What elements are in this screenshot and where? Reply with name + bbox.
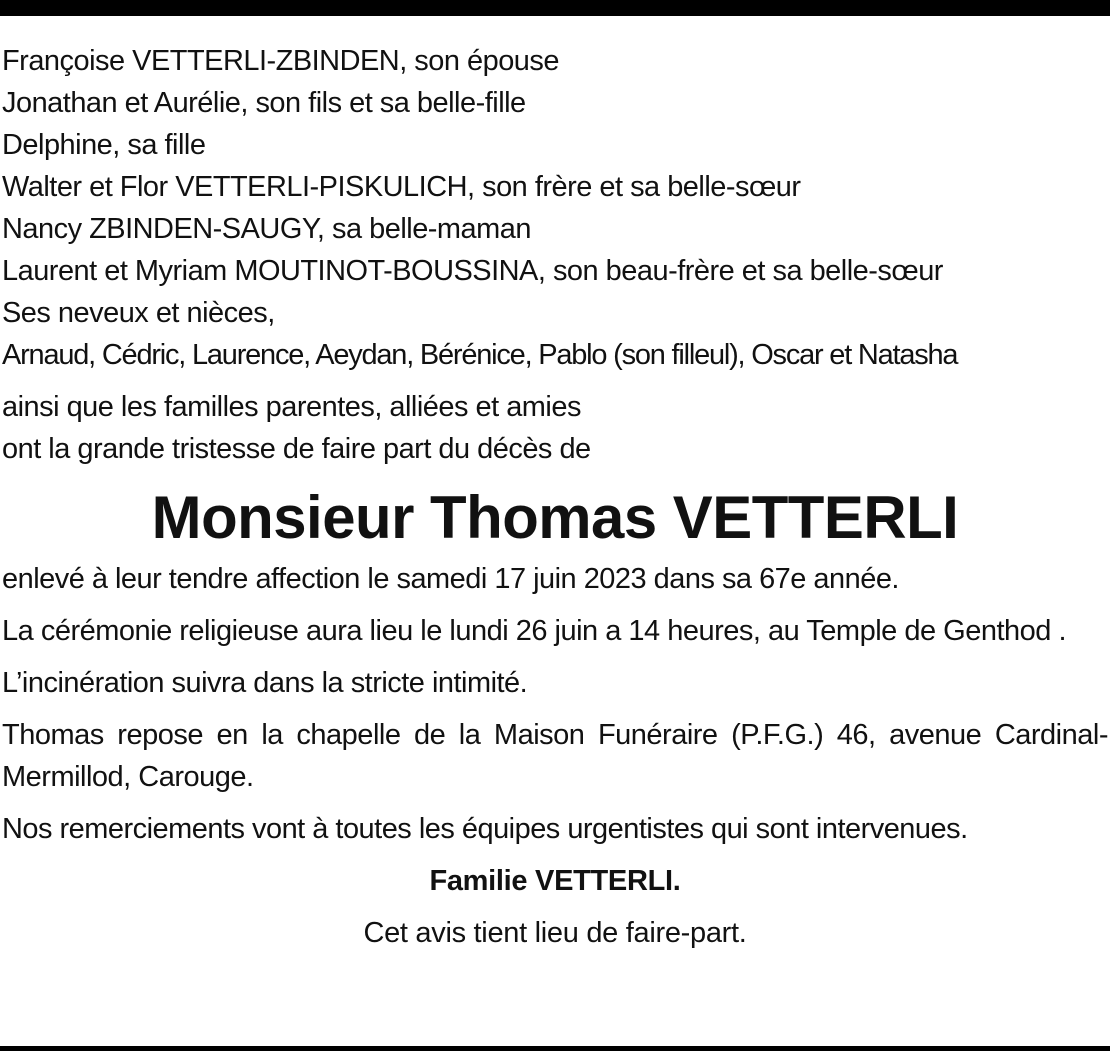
families-line: ont la grande tristesse de faire part du décès de bbox=[2, 433, 591, 465]
top-border bbox=[0, 0, 1110, 16]
cremation-text: L’incinération suivra dans la stricte intimité. bbox=[2, 667, 528, 699]
ceremony-text: La cérémonie religieuse aura lieu le lundi 26 juin a 14 heures, au Temple de Genthod . bbox=[2, 615, 1067, 647]
deceased-name: Monsieur Thomas VETTERLI bbox=[151, 484, 959, 551]
families-line: ainsi que les familles parentes, alliées et amies bbox=[2, 391, 581, 423]
notice-text: Cet avis tient lieu de faire-part. bbox=[363, 917, 747, 949]
family-signature: Familie VETTERLI. bbox=[429, 865, 681, 897]
mourner-line: Françoise VETTERLI-ZBINDEN, son épouse bbox=[2, 45, 559, 77]
mourner-line: Jonathan et Aurélie, son fils et sa belle-fille bbox=[2, 87, 526, 119]
mourner-line: Arnaud, Cédric, Laurence, Aeydan, Bérénice, Pablo (son filleul), Oscar et Natasha bbox=[2, 339, 958, 371]
mourner-line: Delphine, sa fille bbox=[2, 129, 206, 161]
mourner-line: Ses neveux et nièces, bbox=[2, 297, 275, 329]
mourner-line: Nancy ZBINDEN-SAUGY, sa belle-maman bbox=[2, 213, 531, 245]
repose-text: Thomas repose en la chapelle de la Maison Funéraire (P.F.G.) 46, avenue Cardinal-Mermillod, Carouge. bbox=[2, 719, 1108, 793]
obituary-notice bbox=[2, 40, 1108, 954]
thanks-text: Nos remerciements vont à toutes les équipes urgentistes qui sont intervenues. bbox=[2, 813, 968, 845]
mourner-line: Walter et Flor VETTERLI-PISKULICH, son frère et sa belle-sœur bbox=[2, 171, 801, 203]
death-notice: enlevé à leur tendre affection le samedi 17 juin 2023 dans sa 67e année. bbox=[2, 563, 899, 595]
bottom-border bbox=[0, 1046, 1110, 1051]
mourner-line: Laurent et Myriam MOUTINOT-BOUSSINA, son beau-frère et sa belle-sœur bbox=[2, 255, 943, 287]
